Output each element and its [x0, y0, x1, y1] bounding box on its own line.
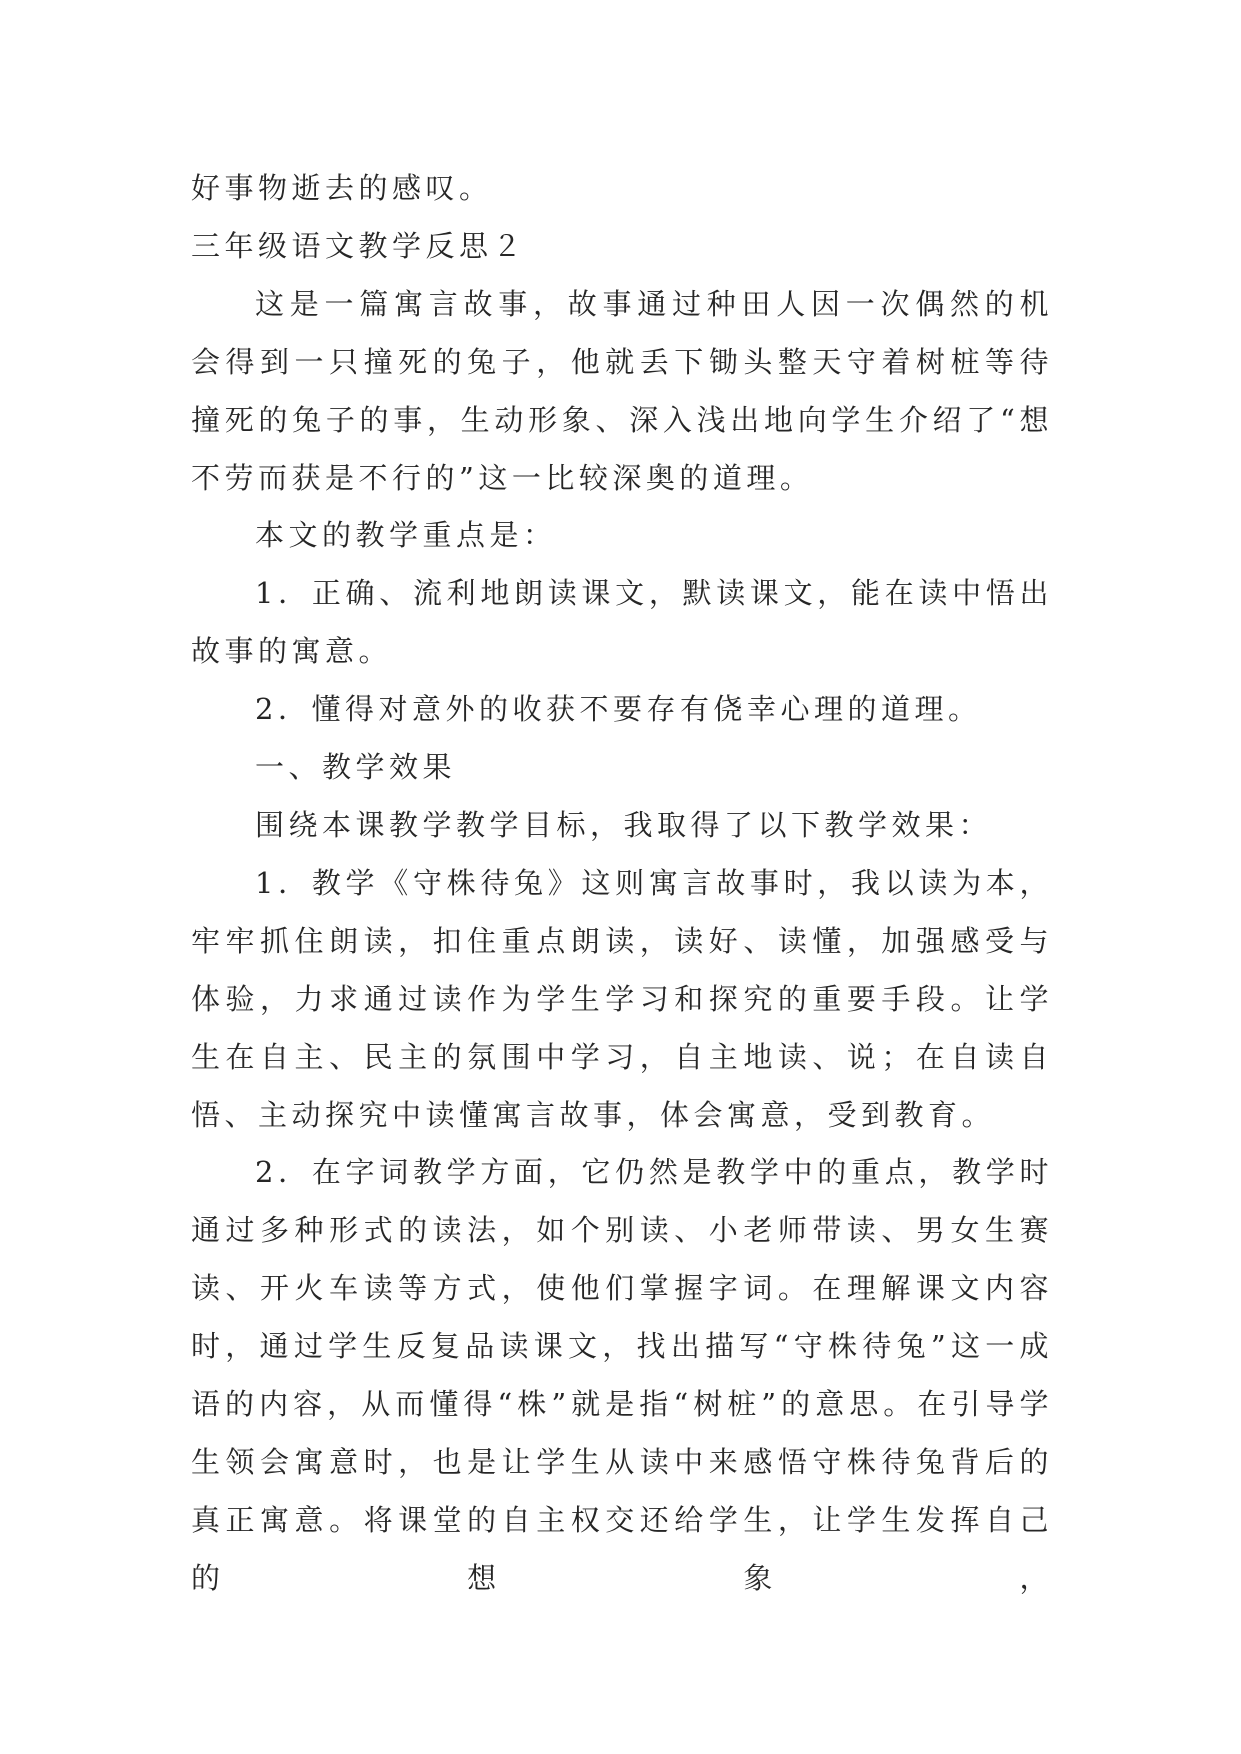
paragraph-continuation: 好事物逝去的感叹。 — [191, 171, 493, 205]
list-item-key-point-1: 1．正确、流利地朗读课文，默读课文，能在读中悟出故事的寓意。 — [191, 576, 1053, 669]
list-item-key-point-2: 2．懂得对意外的收获不要存有侥幸心理的道理。 — [255, 692, 982, 727]
paragraph-key-points-label: 本文的教学重点是： — [255, 518, 557, 553]
subsection-heading: 一、教学效果 — [255, 750, 457, 785]
section-heading: 三年级语文教学反思２ — [191, 228, 527, 263]
list-item-effect-1: 1．教学《守株待兔》这则寓言故事时，我以读为本，牢牢抓住朗读，扣住重点朗读，读好、读懂，加强感受与体验，力求通过读作为学生学习和探究的重要手段。让学生在自主、民主的氛围中学习，自主地读、说；在自读自悟、主动探究中读懂寓言故事，体会寓意，受到教育。 — [191, 865, 1053, 1132]
document-body — [191, 160, 1053, 1608]
paragraph-intro: 这是一篇寓言故事，故事通过种田人因一次偶然的机会得到一只撞死的兔子，他就丢下锄头整天守着树桩等待撞死的兔子的事，生动形象、深入浅出地向学生介绍了“想不劳而获是不行的”这一比较深奥的道理。 — [191, 286, 1053, 495]
paragraph-effects-intro: 围绕本课教学教学目标，我取得了以下教学效果： — [255, 807, 993, 842]
list-item-effect-2: 2．在字词教学方面，它仍然是教学中的重点，教学时通过多种形式的读法，如个别读、小老师带读、男女生赛读、开火车读等方式，使他们掌握字词。在理解课文内容时，通过学生反复品读课文，找出描写“守株待兔”这一成语的内容，从而懂得“株”就是指“树桩”的意思。在引导学生领会寓意时，也是让学生从读中来感悟守株待兔背后的真正寓意。将课堂的自主权交还给学生，让学生发挥自己的想象， — [191, 1155, 1053, 1595]
